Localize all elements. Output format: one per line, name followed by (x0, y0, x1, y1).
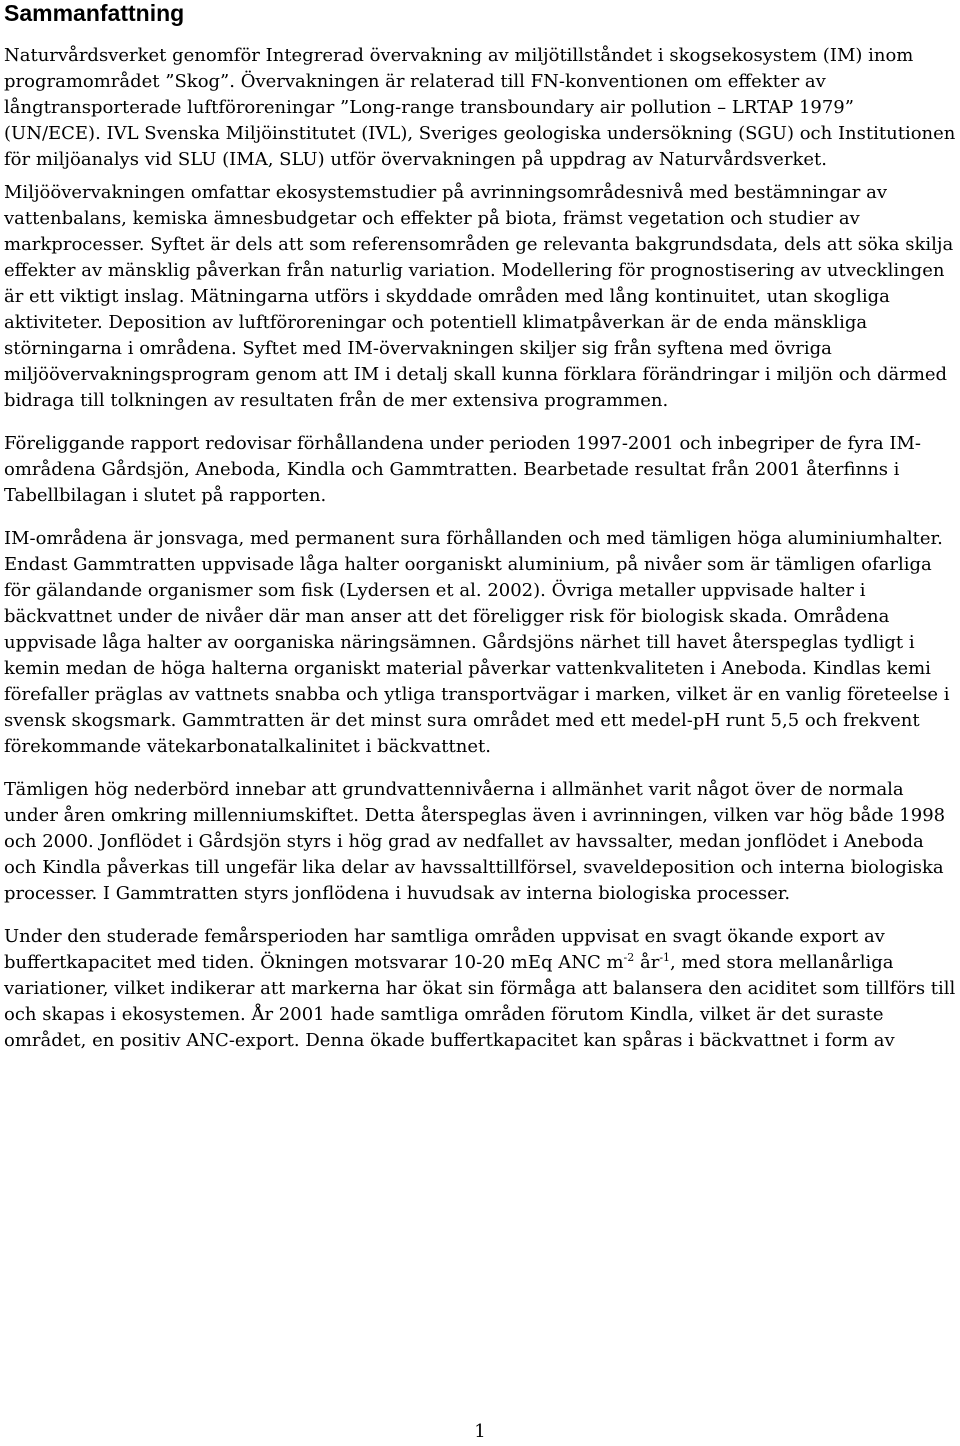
text-segment: , med stora mellanårliga variationer, vilket indikerar att markerna har ökat sin förmåga att balansera den aciditet som tillförs till och skapas i ekosystemen. År 2001 hade samtliga områden förutom Kindla, vilket är det suraste området, en positiv ANC-export. Denna ökade buffertkapacitet kan spåras i bäckvattnet i form av (4, 952, 956, 1051)
paragraph-intro: Naturvårdsverket genomför Integrerad övervakning av miljötillståndet i skogsekosystem (IM) inom programområdet ”Skog”. Övervakningen är relaterad till FN-konventionen om effekter av långtransporterade luftföroreningar ”Long-range transboundary air pollution – LRTAP 1979” (UN/ECE). IVL Svenska Miljöinstitutet (IVL), Sveriges geologiska undersökning (SGU) och Institutionen för miljöanalys vid SLU (IMA, SLU) utför övervakningen på uppdrag av Naturvårdsverket. (4, 45, 956, 170)
spacer (4, 173, 956, 180)
spacer (4, 25, 956, 43)
paragraph-hydrology: Tämligen hög nederbörd innebar att grundvattennivåerna i allmänhet varit något över de normala under åren omkring millenniumskiftet. Detta återspeglas även i avrinningen, vilken var hög både 1998 och 2000. Jonflödet i Gårdsjön styrs i hög grad av nedfallet av havssalter, medan jonflödet i Aneboda och Kindla påverkas till ungefär lika delar av havssalttillförsel, svaveldeposition och interna biologiska processer. I Gammtratten styrs jonflödena i huvudsak av interna biologiska processer. (4, 779, 946, 904)
page-number: 1 (474, 1421, 486, 1442)
spacer (4, 760, 956, 777)
section-heading: Sammanfattning (4, 0, 185, 26)
paragraph-water-chemistry: IM-områdena är jonsvaga, med permanent sura förhållanden och med tämligen höga aluminiumhalter. Endast Gammtratten uppvisade låga halter oorganiskt aluminium, på nivåer som är tämligen ofarliga för gälandande organismer som fisk (Lydersen et al. 2002). Övriga metaller uppvisade halter i bäckvattnet under de nivåer där man anser att det föreligger risk för biologisk skada. Områdena uppvisade låga halter av oorganiska näringsämnen. Gårdsjöns närhet till havet återspeglas tydligt i kemin medan de höga halterna organiskt material påverkar vattenkvaliteten i Aneboda. Kindlas kemi förefaller präglas av vattnets snabba och ytliga transportvägar i marken, vilket är en vanlig företeelse i svensk skogsmark. Gammtratten är det minst sura området med ett medel-pH runt 5,5 och frekvent förekommande vätekarbonatalkalinitet i bäckvattnet. (4, 528, 950, 757)
spacer (4, 414, 956, 431)
paragraph-buffer-capacity (4, 924, 956, 1054)
document-page (4, 0, 956, 1054)
superscript: -1 (659, 951, 671, 964)
paragraph-monitoring-scope: Miljöövervakningen omfattar ekosystemstudier på avrinningsområdesnivå med bestämningar av vattenbalans, kemiska ämnesbudgetar och effekter på biota, främst vegetation och studier av markprocesser. Syftet är dels att som referensområden ge relevanta bakgrundsdata, dels att söka skilja effekter av mänsklig påverkan från naturlig variation. Modellering för prognostisering av utvecklingen är ett viktigt inslag. Mätningarna utförs i skyddade områden med lång kontinuitet, utan skogliga aktiviteter. Deposition av luftföroreningar och potentiell klimatpåverkan är de enda mänskliga störningarna i områdena. Syftet med IM-övervakningen skiljer sig från syftena med övriga miljöövervakningsprogram genom att IM i detalj skall kunna förklara förändringar i miljön och därmed bidraga till tolkningen av resultaten från de mer extensiva programmen. (4, 182, 954, 411)
spacer (4, 907, 956, 924)
text-segment: år (634, 952, 660, 973)
paragraph-report-period: Föreliggande rapport redovisar förhållandena under perioden 1997-2001 och inbegriper de fyra IM-områdena Gårdsjön, Aneboda, Kindla och Gammtratten. Bearbetade resultat från 2001 återfinns i Tabellbilagan i slutet på rapporten. (4, 433, 921, 506)
superscript: -2 (623, 951, 635, 964)
text-segment: Under den studerade femårsperioden har samtliga områden uppvisat en svagt ökande export av buffertkapacitet med tiden. Ökningen motsvarar 10-20 mEq ANC m (4, 926, 885, 973)
spacer (4, 509, 956, 526)
